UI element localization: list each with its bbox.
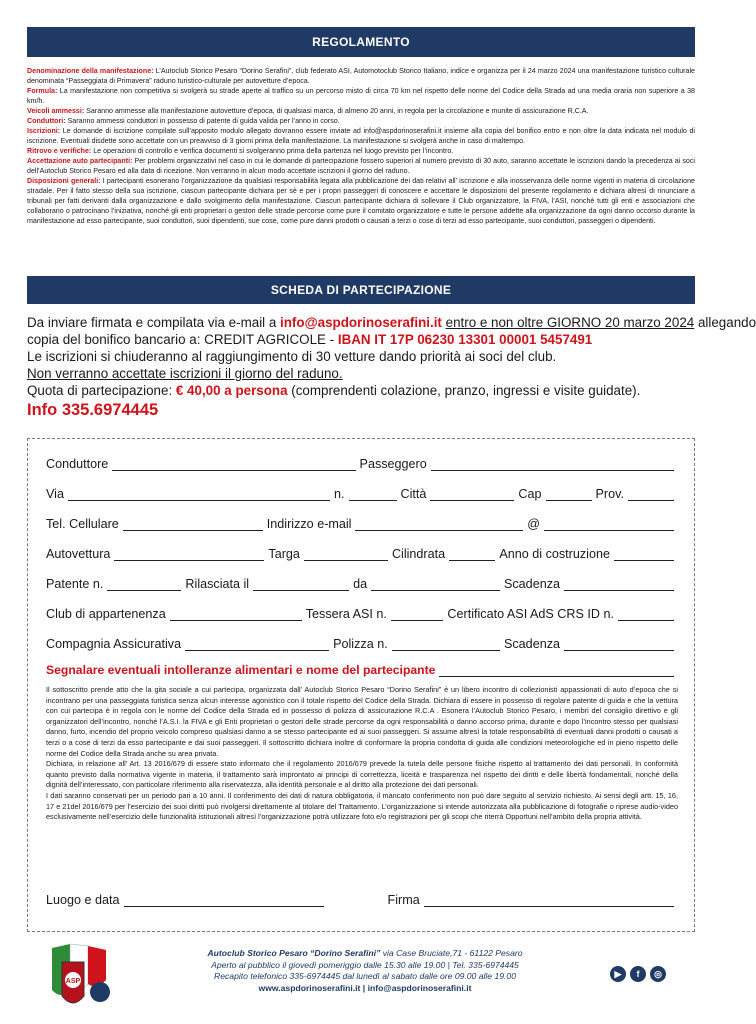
rilasciata-label: Rilasciata il xyxy=(185,577,250,591)
rule-text: La manifestazione non competitiva si svolgerà su strade aperte al traffico su un percorso misto di circa 70 km nel rispetto delle norme del Codice della Strada ad una media oraria non superiore a 38 km/h. xyxy=(27,87,695,105)
footer-info xyxy=(190,948,540,994)
intolleranze-field[interactable] xyxy=(439,665,674,677)
club-label: Club di appartenenza xyxy=(46,607,166,621)
tel-label: Tel. Cellulare xyxy=(46,517,119,531)
certificato-label: Certificato ASI AdS CRS ID n. xyxy=(447,607,614,621)
info-text: copia del bonifico bancario a: CREDIT AGRICOLE - xyxy=(27,332,338,347)
social-links xyxy=(610,966,666,982)
form-row xyxy=(46,893,678,907)
rilasciata-field[interactable] xyxy=(253,579,349,591)
email-link[interactable]: info@aspdorinoserafini.it xyxy=(280,315,442,330)
luogo-label: Luogo e data xyxy=(46,893,120,907)
autovettura-field[interactable] xyxy=(114,549,264,561)
rule-text: I partecipanti esonerano l’organizzazione da qualsiasi responsabilità legata alla pubblicazione dei dati relativi all’ iscrizione e alla inosservanza delle norme vigenti in materia di circolazione stradale. Per il fatto stesso della sua iscrizione, ciascun partecipante dichiara per sè e per i propri passeggeri di conoscere e accettare le disposizioni del presente regolamento e dichiara altresì di rinunciare a tribunali per fatti derivanti dalla organizzazione e dallo svolgimento della manifestazione. Ciascun partecipante dichiara di sollevare il Club organizzatore, la FIVA, l’ASI, nonché tutti gli enti e associazioni che collaborano o patrocinano l’iniziativa, nonché gli enti proprietari o gestori delle strade percorse come pure il comitato organizzatore e tutte le persone addette alla organizzazione da ogni danno occorso durante la manifestazione ad esso partecipante, suoi conduttori, suoi dipendenti, sue cose, come pure danni prodotti o causati a terzi o cose di terzi ad esso partecipante, suoi conduttori, passeggeri o dipendenti. xyxy=(27,177,695,225)
rule-item xyxy=(27,116,695,126)
firma-field[interactable] xyxy=(424,895,674,907)
targa-label: Targa xyxy=(268,547,300,561)
polizza-label: Polizza n. xyxy=(333,637,388,651)
rule-key: Ritrovo e verifiche: xyxy=(27,147,92,155)
info-line-3: Le iscrizioni si chiuderanno al raggiungimento di 30 vetture dando priorità ai soci del club. xyxy=(27,349,557,364)
privacy-paragraph: Dichiara, in relazione all’ Art. 13 2016/679 di essere stato informato che il regolamento 2016/679 prevede la tutela delle persone fisiche rispetto al trattamento dei dati personali. In conformità quanto previsto dalla normativa vigente in materia, il trattamento sarà improntato ai principi di correttezza, liceità e trasparenza nel rispetto dei diritti e delle libertà fondamentali, nonché della dignità dell’interessato, con particolare riferimento alla riservatezza, alla identità personale e al diritto alla protezione dei dati personali. xyxy=(46,759,678,790)
club-logo-icon xyxy=(48,940,118,1016)
footer-line-4[interactable]: www.aspdorinoserafini.it | info@aspdorinoserafini.it xyxy=(258,982,472,993)
rule-item xyxy=(27,106,695,116)
prov-field[interactable] xyxy=(628,489,674,501)
info-text: Quota di partecipazione: xyxy=(27,383,176,398)
passeggero-field[interactable] xyxy=(431,459,674,471)
rule-text: Per problemi organizzativi nel caso in cui le domande di partecipazione fossero superiori al numero previsto di 30 auto, saranno accettate le iscrizioni dando la precedenza ai soci dell’Autoclub Storico Pesaro ed alla data di ricezione. Non verranno in alcun modo accettate iscrizioni il giorno del raduno. xyxy=(27,157,695,175)
rule-item xyxy=(27,176,695,226)
prov-label: Prov. xyxy=(595,487,624,501)
privacy-text xyxy=(46,685,678,823)
via-label: Via xyxy=(46,487,64,501)
rule-key: Veicoli ammessi: xyxy=(27,107,85,115)
rule-text: L’Autoclub Storico Pesaro “Dorino Serafini”, club federato ASI, Automotoclub Storico Italiano, indice e organizza per il 24 marzo 2024 una manifestazione turistico culturale denominata “Passeggiata di Primavera” raduno turistico-culturale per autovetture d’epoca. xyxy=(27,67,695,85)
form-row xyxy=(46,517,678,531)
at-sign: @ xyxy=(527,517,540,531)
civico-field[interactable] xyxy=(349,489,397,501)
rule-text: Le domande di iscrizione compilate sull’apposito modulo allegato dovranno essere inviate ad info@aspdorinoserafini.it insieme alla copia del bonifico entro e non oltre la data indicata nel modulo di iscrizione. Eventuali disdette sono accettate con un preavviso di 3 giorni prima della manifestazione. La manifestazione si svolgerà anche in caso di maltempo. xyxy=(27,127,695,145)
email-domain-field[interactable] xyxy=(544,519,674,531)
tessera-label: Tessera ASI n. xyxy=(305,607,387,621)
email-field[interactable] xyxy=(355,519,523,531)
conduttore-field[interactable] xyxy=(112,459,355,471)
rule-key: Formula: xyxy=(27,87,58,95)
scadenza-label: Scadenza xyxy=(503,577,560,591)
scheda-info xyxy=(27,314,756,420)
citta-label: Città xyxy=(400,487,427,501)
tessera-field[interactable] xyxy=(391,609,443,621)
conduttore-label: Conduttore xyxy=(46,457,109,471)
privacy-paragraph: I dati saranno conservati per un periodo pari a 10 anni. Il conferimento dei dati di natura obbligatoria, il mancato conferimento non può dare seguito al servizio richiesto. Ai sensi degli artt. 15, 16, 17 e 21del 2016/679 per l’esercizio dei suoi diritti può rivolgersi direttamente al titolare del Trattamento. L’organizzazione si intende autorizzata alla pubblicazione di fotografie o riprese audio-video esclusivamente nell’esercizio delle funzionalità istituzionali altresì l’organizzazione potrà utilizzare foto e/o registrazioni per gli scopi che riterrà Opportuni nell’ambito della propria attività. xyxy=(46,790,678,822)
rule-key: Denominazione della manifestazione: xyxy=(27,67,154,75)
anno-label: Anno di costruzione xyxy=(499,547,610,561)
club-logo xyxy=(48,940,118,1016)
form-row xyxy=(46,487,678,501)
n-label: n. xyxy=(333,487,345,501)
svg-text:ASP: ASP xyxy=(65,978,81,985)
quota-text: € 40,00 a persona xyxy=(175,383,288,398)
instagram-icon[interactable]: ◎ xyxy=(650,966,666,982)
autovettura-label: Autovettura xyxy=(46,547,111,561)
da-label: da xyxy=(353,577,368,591)
scadenza-assicurazione-field[interactable] xyxy=(564,639,674,651)
cap-field[interactable] xyxy=(546,489,592,501)
da-field[interactable] xyxy=(371,579,500,591)
via-field[interactable] xyxy=(68,489,330,501)
form-row xyxy=(46,547,678,561)
rule-item xyxy=(27,126,695,146)
form-row xyxy=(46,637,678,651)
firma-label: Firma xyxy=(387,893,420,907)
cap-label: Cap xyxy=(518,487,542,501)
scheda-header: SCHEDA DI PARTECIPAZIONE xyxy=(27,276,695,304)
passeggero-label: Passeggero xyxy=(359,457,427,471)
club-field[interactable] xyxy=(170,609,302,621)
rule-item xyxy=(27,156,695,176)
rule-text: Saranno ammesse alla manifestazione autovetture d’epoca, di qualsiasi marca, di almeno 20 anni, in regola per la circolazione e munite di assicurazione R.C.A. xyxy=(84,107,589,115)
rule-text: Le operazioni di controllo e verifica documenti si svolgeranno prima della partenza nel luogo previsto per l’incontro. xyxy=(91,147,454,155)
rule-key: Conduttori: xyxy=(27,117,66,125)
rule-key: Accettazione auto partecipanti: xyxy=(27,157,133,165)
cilindrata-field[interactable] xyxy=(449,549,495,561)
footer-line-2: Aperto al pubblico il giovedì pomeriggio dalle 15.30 alle 19.00 | Tel. 335-6974445 xyxy=(211,959,519,970)
iban-text: IBAN IT 17P 06230 13301 00001 5457491 xyxy=(337,332,593,347)
regolamento-text xyxy=(27,66,695,226)
compagnia-label: Compagnia Assicurativa xyxy=(46,637,182,651)
compagnia-field[interactable] xyxy=(185,639,329,651)
info-line-5 xyxy=(27,382,695,399)
polizza-field[interactable] xyxy=(392,639,500,651)
rule-key: Iscrizioni: xyxy=(27,127,61,135)
scadenza-field[interactable] xyxy=(564,579,674,591)
rule-item xyxy=(27,146,695,156)
regolamento-header: REGOLAMENTO xyxy=(27,27,695,57)
patente-field[interactable] xyxy=(107,579,181,591)
info-line-1 xyxy=(27,314,756,331)
tel-field[interactable] xyxy=(123,519,263,531)
rule-item xyxy=(27,86,695,106)
luogo-field[interactable] xyxy=(124,895,324,907)
form-row xyxy=(46,577,678,591)
deadline-text: entro e non oltre GIORNO 20 marzo 2024 xyxy=(445,315,695,330)
info-text: allegando xyxy=(694,315,756,330)
info-text: Da inviare firmata e compilata via e-mail a xyxy=(27,315,281,330)
info-phone: Info 335.6974445 xyxy=(27,401,159,419)
facebook-icon[interactable]: f xyxy=(630,966,646,982)
info-line-4: Non verranno accettate iscrizioni il giorno del raduno. xyxy=(27,366,343,381)
footer-club-name: Autoclub Storico Pesaro “Dorino Serafini” xyxy=(207,948,381,958)
certificato-field[interactable] xyxy=(618,609,674,621)
privacy-paragraph: Il sottoscritto prende atto che la gita sociale a cui partecipa, organizzata dall’ Autoclub Storico Pesaro “Dorino Serafini” è un libero incontro di collezionisti appassionati di auto d’epoca che si incontrano per una passeggiata turistica senza alcun interesse agonistico con il totale rispetto del Codice della Strada. Dichiara di essere in possesso di regolare patente di guida e che la vettura con cui partecipa è in regola con le norme del Codice della Strada ed in possesso di polizza di assicurazione R.C.A . Esonera l’Autoclub Storico Pesaro, i membri del consiglio direttivo e gli organizzatori dell’incontro, nonché l’A.S.I. la FIVA e gli Enti proprietari o gestori delle strade percorse da ogni responsabilità o danno accorso prima, durante e dopo l’incontro stesso per qualsiasi danno, furto, incendio del proprio veicolo compreso qualsiasi danno a se stesso partecipante ed ai suoi passeggeri. Si assume altresì la totale responsabilità di eventuali danni prodotti o causati a terzi o a cose di terzi da esso partecipante e dai suoi passeggeri. Il sottoscritto dichiara inoltre di conformare la propria condotta di guida alle condizioni meteorologiche ed in pieno rispetto delle norme del Codice della Strada anche su area privata. xyxy=(46,685,678,758)
email-label: Indirizzo e-mail xyxy=(266,517,352,531)
anno-field[interactable] xyxy=(614,549,674,561)
info-text: (comprendenti colazione, pranzo, ingressi e visite guidate). xyxy=(287,383,641,398)
footer-address: via Case Bruciate,71 - 61122 Pesaro xyxy=(380,948,523,958)
cilindrata-label: Cilindrata xyxy=(391,547,446,561)
registration-form xyxy=(27,438,695,932)
footer-line-3: Recapito telefonico 335-6974445 dal lunedì al sabato dalle ore 09.00 alle 19.00 xyxy=(214,971,516,981)
form-row xyxy=(46,457,678,471)
youtube-icon[interactable]: ▶ xyxy=(610,966,626,982)
form-row xyxy=(46,663,678,677)
intolleranze-label: Segnalare eventuali intolleranze alimentari e nome del partecipante xyxy=(46,663,436,677)
info-line-2 xyxy=(27,331,695,348)
rule-item xyxy=(27,66,695,86)
rule-key: Disposizioni generali: xyxy=(27,177,101,185)
scadenza-assicurazione-label: Scadenza xyxy=(503,637,560,651)
rule-text: Saranno ammessi conduttori in possesso di patente di guida valida per l’anno in corso. xyxy=(65,117,340,125)
form-row xyxy=(46,607,678,621)
footer-line-1 xyxy=(190,948,540,960)
citta-field[interactable] xyxy=(430,489,514,501)
patente-label: Patente n. xyxy=(46,577,104,591)
targa-field[interactable] xyxy=(304,549,388,561)
